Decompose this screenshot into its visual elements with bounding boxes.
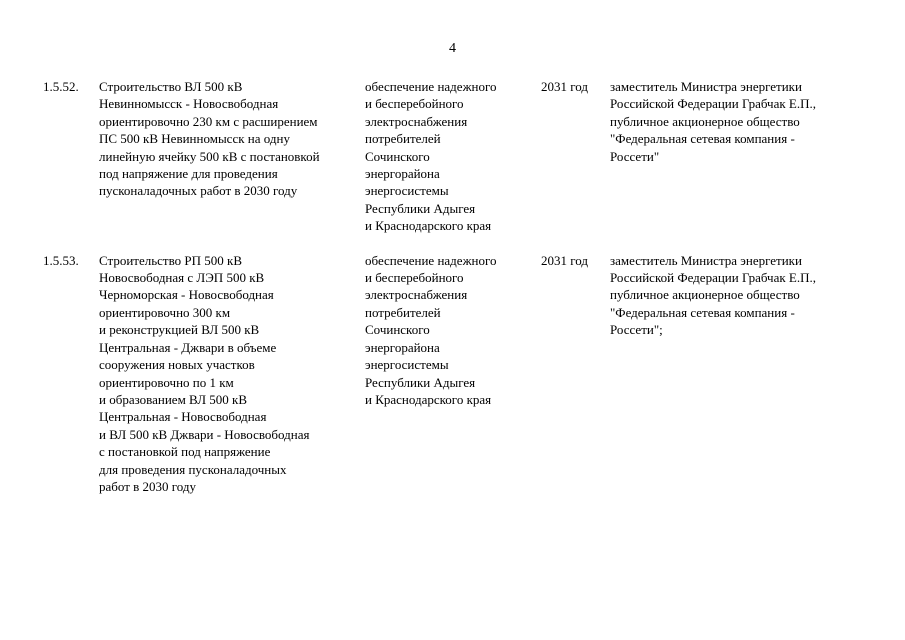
item-responsible: заместитель Министра энергетики Российской Федерации Грабчак Е.П., публичное акционерное общество "Федеральная сетевая компания - Россети" [610, 79, 817, 164]
item-number: 1.5.52. [43, 79, 79, 94]
item-goal: обеспечение надежного и бесперебойного электроснабжения потребителей Сочинского энергорайона энергосистемы Республики Адыгея и Краснодарского края [365, 252, 497, 407]
item-responsible: заместитель Министра энергетики Российской Федерации Грабчак Е.П., публичное акционерное общество "Федеральная сетевая компания - Россети"; [610, 252, 817, 338]
item-number: 1.5.53. [43, 252, 79, 268]
item-deadline: 2031 год [541, 79, 588, 94]
table-row [43, 78, 873, 235]
item-description: Строительство РП 500 кВ Новосвободная с ЛЭП 500 кВ Черноморская - Новосвободная ориентировочно 300 км и реконструкцией ВЛ 500 кВ Центральная - Джвари в объеме сооружения новых участков ориентировочно по 1 км и образованием ВЛ 500 кВ Центральная - Новосвободная и ВЛ 500 кВ Джвари - Новосвободная с постановкой под напряжение для проведения пусконаладочных работ в 2030 году [99, 252, 310, 494]
item-deadline: 2031 год [541, 252, 588, 268]
item-description: Строительство ВЛ 500 кВ Невинномысск - Новосвободная ориентировочно 230 км с расширением ПС 500 кВ Невинномысск на одну линейную ячейку 500 кВ с постановкой под напряжение для проведения пусконаладочных работ в 2030 году [99, 79, 320, 199]
measures-table [43, 78, 873, 512]
table-row [43, 252, 873, 496]
page-number: 4 [449, 41, 456, 56]
item-goal: обеспечение надежного и бесперебойного электроснабжения потребителей Сочинского энергорайона энергосистемы Республики Адыгея и Краснодарского края [365, 79, 497, 234]
